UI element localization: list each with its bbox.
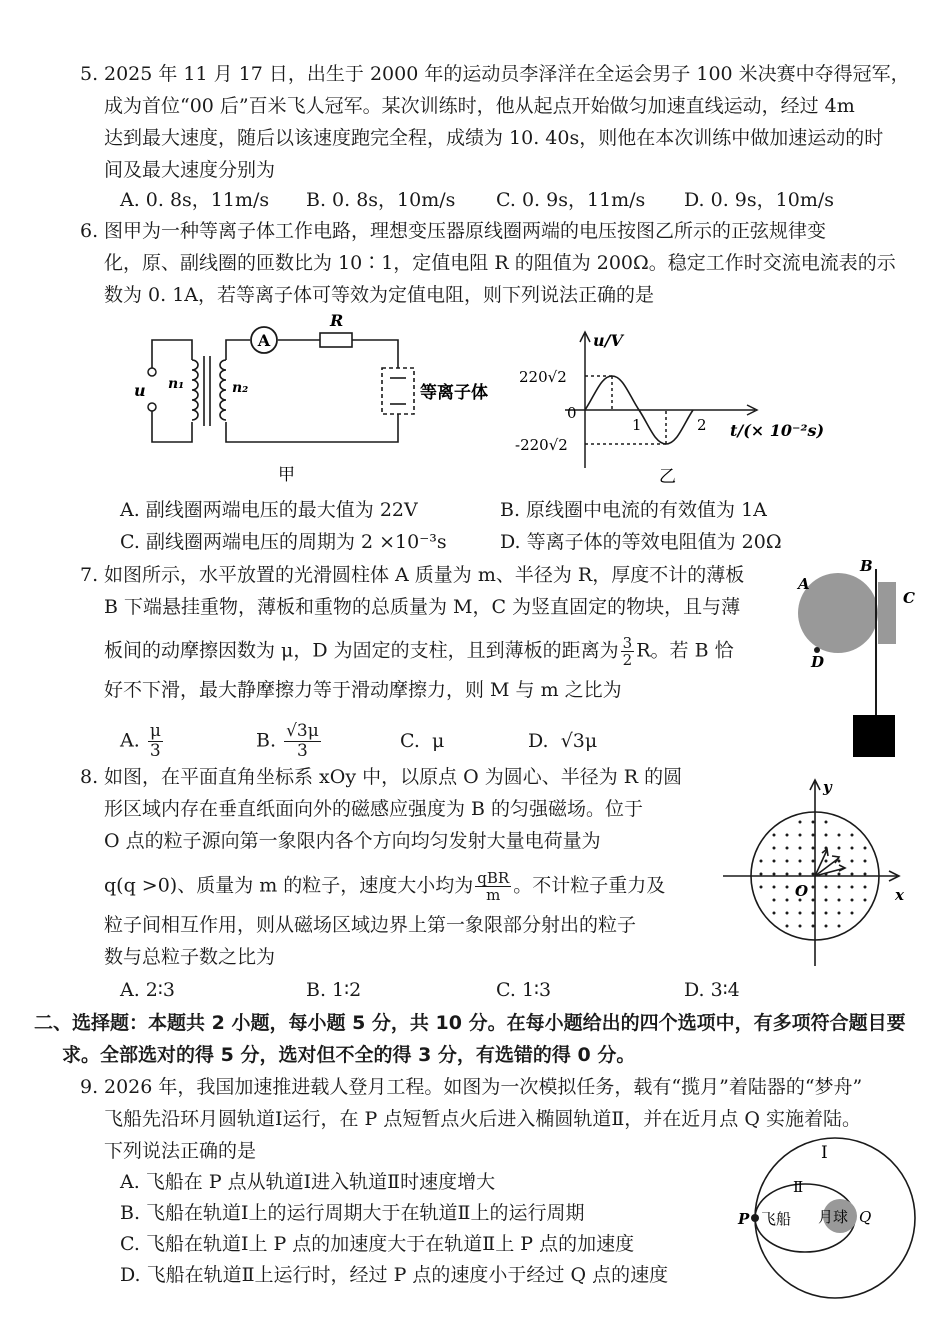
field-dot: [786, 925, 789, 928]
q6-ammeter-label: A: [257, 331, 271, 350]
field-dot: [812, 912, 815, 915]
svg-text:P: P: [738, 1210, 750, 1228]
q6-plasma-label: 等离子体: [420, 383, 488, 403]
q5-option-d: D. 0. 9s，10m/s: [684, 189, 834, 211]
svg-text:D: D: [811, 653, 825, 671]
field-dot: [786, 873, 789, 876]
q6-n2-label: n₂: [232, 380, 249, 396]
q7-option-c: C. μ: [400, 730, 445, 752]
field-dot: [838, 847, 841, 850]
field-dot: [838, 886, 841, 889]
q6-option-a: A. 副线圈两端电压的最大值为 22V: [120, 499, 418, 521]
cylinder-a: [798, 573, 878, 653]
weight: [853, 715, 895, 757]
q6-y-axis-label: u/V: [593, 331, 623, 350]
section-2-rules: 求。全部选对的得 5 分，选对但不全的得 3 分，有选错的得 0 分。: [62, 1044, 636, 1066]
field-dot: [812, 834, 815, 837]
q7-figure: [790, 555, 930, 765]
q9-number: 9.: [80, 1076, 99, 1098]
field-dot: [786, 912, 789, 915]
q8-option-a: A. 2∶3: [120, 979, 175, 1001]
field-dot: [864, 899, 867, 902]
q5-line-2: 成为首位“00 后”百米飞人冠军。某次训练时，他从起点开始做匀加速直线运动，经过 4m: [104, 95, 855, 117]
q6-caption-jia: 甲: [278, 465, 295, 485]
field-dot: [825, 860, 828, 863]
field-dot: [786, 860, 789, 863]
q8-line-6: 数与总粒子数之比为: [104, 946, 276, 968]
q6-t1-label: 1: [632, 416, 642, 434]
field-dot: [825, 873, 828, 876]
field-dot: [838, 912, 841, 915]
field-dot: [825, 821, 828, 824]
q6-x-axis-label: t/(× 10⁻²s): [730, 421, 825, 440]
field-dot: [864, 860, 867, 863]
q6-resistor-label: R: [330, 311, 344, 330]
q6-option-d: D. 等离子体的等效电阻值为 20Ω: [500, 531, 782, 553]
q5-line-3: 达到最大速度，随后以该速度跑完全程，成绩为 10. 40s，则他在本次训练中做加速运动的时: [104, 127, 884, 149]
q8-figure: [715, 770, 920, 970]
q5-option-a: A. 0. 8s，11m/s: [120, 189, 270, 211]
point-P: [751, 1214, 759, 1222]
q9-option-d: D. 飞船在轨道Ⅱ上运行时，经过 P 点的速度小于经过 Q 点的速度: [120, 1264, 669, 1286]
svg-text:C: C: [903, 589, 915, 607]
field-dot: [799, 925, 802, 928]
section-2-heading: 二、选择题：本题共 2 小题，每小题 5 分，共 10 分。在每小题给出的四个选项中，有多项符合题目要: [34, 1012, 906, 1034]
field-dot: [812, 873, 815, 876]
block-c: [878, 582, 896, 644]
field-dot: [799, 873, 802, 876]
field-dot: [773, 886, 776, 889]
field-dot: [812, 821, 815, 824]
field-dot: [851, 873, 854, 876]
field-dot: [812, 860, 815, 863]
field-dot: [838, 899, 841, 902]
q6-ymax-label: 220√2: [519, 368, 567, 386]
field-dot: [825, 925, 828, 928]
field-dot: [825, 834, 828, 837]
field-dot: [773, 834, 776, 837]
q5-number: 5.: [80, 63, 99, 85]
field-dot: [864, 873, 867, 876]
field-dot: [799, 912, 802, 915]
q9-line-2: 飞船先沿环月圆轨道Ⅰ运行，在 P 点短暂点火后进入椭圆轨道Ⅱ，并在近月点 Q 实施着陆。: [104, 1108, 861, 1130]
field-dot: [786, 834, 789, 837]
q8-line-4: q(q >0)、质量为 m 的粒子，速度大小均为 $\frac{\text{qBR}}{m}$ 。不计粒子重力及: [104, 869, 666, 904]
q7-option-b: B. $\frac{√3\mu}{3}$: [256, 721, 319, 761]
q6-sine-figure: [515, 320, 825, 490]
field-dot: [851, 886, 854, 889]
field-dot: [799, 847, 802, 850]
svg-text:Q: Q: [859, 1208, 872, 1226]
field-dot: [812, 925, 815, 928]
field-dot: [799, 860, 802, 863]
field-dot: [864, 886, 867, 889]
q9-orbit-figure: [735, 1132, 925, 1302]
svg-text:月球: 月球: [818, 1208, 849, 1226]
q6-line-2: 化，原、副线圈的匝数比为 10∶1，定值电阻 R 的阻值为 200Ω。稳定工作时交流电流表的示: [104, 252, 896, 274]
q7-option-a: A. $\frac{\mu}{3}$: [120, 721, 161, 761]
q6-zero-label: 0: [567, 404, 577, 422]
q9-line-3: 下列说法正确的是: [104, 1140, 257, 1162]
svg-text:y: y: [823, 778, 832, 796]
field-dot: [851, 899, 854, 902]
q7-number: 7.: [80, 564, 99, 586]
field-dot: [773, 847, 776, 850]
field-dot: [851, 912, 854, 915]
svg-text:O: O: [795, 882, 809, 900]
field-dot: [851, 860, 854, 863]
q5-line-4: 间及最大速度分别为: [104, 159, 276, 181]
svg-text:x: x: [895, 886, 904, 904]
svg-text:A: A: [798, 575, 810, 593]
svg-text:飞船: 飞船: [761, 1210, 792, 1228]
q9-option-b: B. 飞船在轨道Ⅰ上的运行周期大于在轨道Ⅱ上的运行周期: [120, 1202, 585, 1224]
field-dot: [825, 886, 828, 889]
svg-text:Ⅰ: Ⅰ: [821, 1143, 828, 1163]
q8-line-3: O 点的粒子源向第一象限内各个方向均匀发射大量电荷量为: [104, 830, 601, 852]
field-dot: [838, 834, 841, 837]
field-dot: [773, 912, 776, 915]
field-dot: [760, 886, 763, 889]
field-dot: [786, 899, 789, 902]
q8-line-2: 形区域内存在垂直纸面向外的磁感应强度为 B 的匀强磁场。位于: [104, 798, 644, 820]
field-dot: [812, 899, 815, 902]
field-dot: [760, 873, 763, 876]
q7-line-3-part-a: 板间的动摩擦因数为 μ，D 为固定的支柱，且到薄板的距离为: [104, 639, 619, 662]
field-dot: [838, 925, 841, 928]
q7-option-d: D. √3μ: [528, 730, 598, 752]
q7-line-4: 好不下滑，最大静摩擦力等于滑动摩擦力，则 M 与 m 之比为: [104, 679, 622, 701]
q7-line-3-part-b: R。若 B 恰: [636, 639, 734, 662]
q8-number: 8.: [80, 766, 99, 788]
field-dot: [825, 912, 828, 915]
field-dot: [773, 860, 776, 863]
q8-option-d: D. 3∶4: [684, 979, 740, 1001]
field-dot: [799, 821, 802, 824]
q9-option-a: A. 飞船在 P 点从轨道Ⅰ进入轨道Ⅱ时速度增大: [120, 1171, 496, 1193]
q6-u-label: u: [134, 381, 146, 400]
field-dot: [786, 847, 789, 850]
q6-t2-label: 2: [697, 416, 707, 434]
svg-text:Ⅱ: Ⅱ: [793, 1178, 804, 1196]
q8-option-c: C. 1∶3: [496, 979, 552, 1001]
field-dot: [773, 899, 776, 902]
q8-line-5: 粒子间相互作用，则从磁场区域边界上第一象限部分射出的粒子: [104, 914, 637, 936]
q8-fraction: $\frac{\text{qBR}}{m}$: [477, 869, 510, 904]
field-dot: [851, 847, 854, 850]
q5-line-1: 2025 年 11 月 17 日，出生于 2000 年的运动员李泽洋在全运会男子 100 米决赛中夺得冠军，: [104, 63, 910, 85]
q7-fraction: $\frac{3}{2}$: [622, 634, 633, 669]
q6-line-1: 图甲为一种等离子体工作电路，理想变压器原线圈两端的电压按图乙所示的正弦规律变: [104, 220, 827, 242]
field-dot: [786, 886, 789, 889]
svg-text:B: B: [860, 557, 873, 575]
q5-option-b: B. 0. 8s，10m/s: [306, 189, 456, 211]
q9-line-1: 2026 年，我国加速推进载人登月工程。如图为一次模拟任务，载有“揽月”着陆器的“梦舟”: [104, 1076, 863, 1098]
q6-number: 6.: [80, 220, 99, 242]
field-dot: [760, 860, 763, 863]
field-dot: [851, 834, 854, 837]
q7-line-2: B 下端悬挂重物，薄板和重物的总质量为 M，C 为竖直固定的物块，且与薄: [104, 596, 741, 618]
q6-circuit-figure: [130, 310, 520, 490]
q6-line-3: 数为 0. 1A，若等离子体可等效为定值电阻，则下列说法正确的是: [104, 284, 655, 306]
q6-option-b: B. 原线圈中电流的有效值为 1A: [500, 499, 767, 521]
q6-caption-yi: 乙: [659, 467, 676, 487]
field-dot: [825, 899, 828, 902]
field-dot: [812, 847, 815, 850]
field-dot: [864, 847, 867, 850]
q7-line-1: 如图所示，水平放置的光滑圆柱体 A 质量为 m、半径为 R，厚度不计的薄板: [104, 564, 745, 586]
field-dot: [838, 873, 841, 876]
q6-ymin-label: -220√2: [515, 436, 568, 454]
q9-option-c: C. 飞船在轨道Ⅰ上 P 点的加速度大于在轨道Ⅱ上 P 点的加速度: [120, 1233, 635, 1255]
field-dot: [825, 847, 828, 850]
q8-option-b: B. 1∶2: [306, 979, 362, 1001]
field-dot: [812, 886, 815, 889]
q5-option-c: C. 0. 9s，11m/s: [496, 189, 646, 211]
field-dot: [773, 873, 776, 876]
q6-n1-label: n₁: [168, 376, 185, 392]
field-dot: [838, 860, 841, 863]
field-dot: [799, 834, 802, 837]
q7-line-3: [104, 635, 734, 668]
q6-option-c: C. 副线圈两端电压的周期为 2 ×10⁻³s: [120, 531, 447, 553]
q8-line-1: 如图，在平面直角坐标系 xOy 中，以原点 O 为圆心、半径为 R 的圆: [104, 766, 683, 788]
